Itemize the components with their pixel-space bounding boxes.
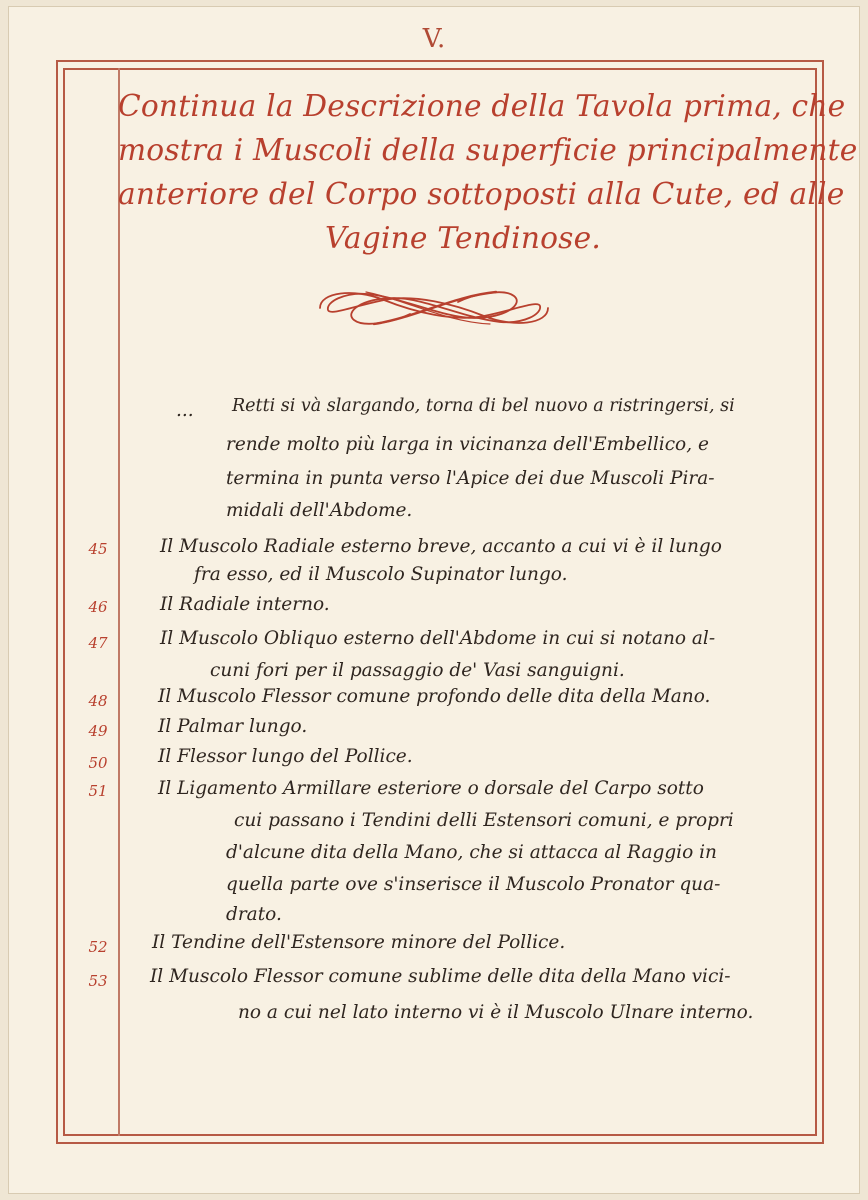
entry-line: Il Muscolo Radiale esterno breve, accanto a cui vi è il lungo (160, 536, 722, 557)
entry-line: d'alcune dita della Mano, che si attacca al Raggio in (226, 842, 717, 863)
title-line: anteriore del Corpo sottoposti alla Cute, ed alle (118, 176, 845, 211)
entry-number: 51 (88, 782, 108, 800)
continuation-line: termina in punta verso l'Apice dei due Muscoli Pira- (226, 468, 715, 489)
entry-number: 45 (88, 540, 108, 558)
title-line: mostra i Muscoli della superficie principalmente (118, 132, 858, 167)
entry-line: Il Tendine dell'Estensore minore del Pollice. (152, 932, 566, 953)
continuation-line: rende molto più larga in vicinanza dell'Embellico, e (226, 434, 709, 455)
entry-number: 47 (88, 634, 108, 652)
entry-line: Il Muscolo Flessor comune profondo delle dita della Mano. (158, 686, 711, 707)
entry-number: 50 (88, 754, 108, 772)
entry-number: 53 (88, 972, 108, 990)
entry-line: fra esso, ed il Muscolo Supinator lungo. (194, 564, 568, 585)
entry-line: Il Radiale interno. (160, 594, 330, 615)
entry-line: cuni fori per il passaggio de' Vasi sanguigni. (210, 660, 625, 681)
title-line: Vagine Tendinose. (325, 220, 601, 255)
continuation-line: Retti si và slargando, torna di bel nuovo a ristringersi, si (232, 396, 735, 416)
entry-line: Il Flessor lungo del Pollice. (158, 746, 413, 767)
entry-line: Il Muscolo Flessor comune sublime delle dita della Mano vici- (150, 966, 731, 987)
faded-continuation-marker: ... (176, 400, 194, 421)
entry-number: 46 (88, 598, 108, 616)
entry-number: 52 (88, 938, 108, 956)
continuation-line: midali dell'Abdome. (226, 500, 413, 521)
entry-line: quella parte ove s'inserisce il Muscolo Pronator qua- (226, 874, 721, 895)
entry-line: Il Palmar lungo. (158, 716, 308, 737)
title-line: Continua la Descrizione della Tavola prima, che (118, 88, 846, 123)
entry-line: Il Muscolo Obliquo esterno dell'Abdome in cui si notano al- (160, 628, 716, 649)
entry-line: drato. (226, 904, 282, 925)
entry-line: cui passano i Tendini delli Estensori comuni, e propri (234, 810, 734, 831)
entry-line: Il Ligamento Armillare esteriore o dorsale del Carpo sotto (158, 778, 704, 799)
entry-number: 48 (88, 692, 108, 710)
entry-line: no a cui nel lato interno vi è il Muscolo Ulnare interno. (238, 1002, 754, 1023)
page-title (118, 84, 858, 260)
entry-number: 49 (88, 722, 108, 740)
calligraphic-flourish-ornament (314, 278, 554, 338)
page-number: V. (422, 24, 446, 54)
